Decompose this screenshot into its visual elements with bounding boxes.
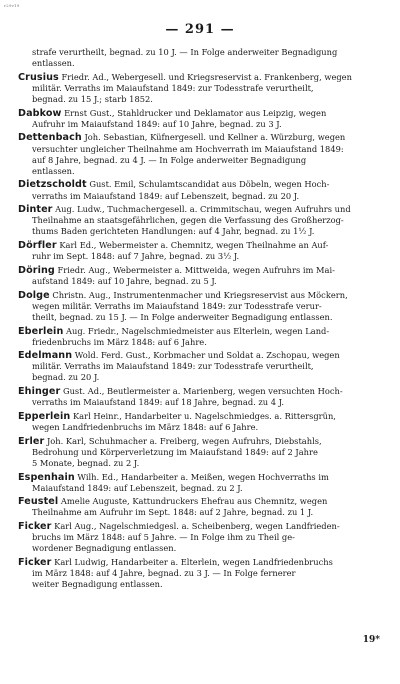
- entry-line: [18, 204, 382, 215]
- entry-line: [18, 483, 382, 494]
- entry-line: [18, 265, 382, 276]
- entry-text: versuchter ungleicher Theilnahme am Hochverrath im Maiaufstand 1849:: [32, 143, 344, 154]
- entry-text: Karl Ludwig, Handarbeiter a. Elterlein, wegen Landfriedenbruchs: [51, 557, 333, 568]
- entry-surname: Dolge: [18, 289, 50, 301]
- entry-text: verraths im Maiaufstand 1849: auf 18 Jahre, begnad. zu 4 J.: [32, 397, 284, 408]
- entry-line: [18, 301, 382, 312]
- entry-item: [18, 265, 382, 287]
- entry-item: [18, 326, 382, 348]
- entry-text: Christn. Aug., Instrumentenmacher und Kriegsreservist aus Möckern,: [49, 289, 348, 300]
- entry-line: [18, 350, 382, 361]
- entry-item: [18, 386, 382, 408]
- entry-item: [18, 179, 382, 201]
- entry-line: [18, 119, 382, 130]
- entry-line: [18, 386, 382, 397]
- entry-line: [18, 155, 382, 166]
- entry-text: wegen Landfriedenbruchs im März 1848: auf 6 Jahre.: [32, 422, 259, 433]
- entry-item: [18, 290, 382, 323]
- entry-line: [18, 72, 382, 83]
- entry-item: [18, 47, 382, 69]
- entry-text: Aufruhr im Maiaufstand 1849: auf 10 Jahre, begnad. zu 3 J.: [32, 118, 282, 129]
- entry-surname: Erler: [18, 435, 45, 447]
- entry-line: [18, 312, 382, 323]
- entry-text: entlassen.: [32, 58, 75, 69]
- entry-item: [18, 108, 382, 130]
- entry-text: ruhr im Sept. 1848: auf 7 Jahre, begnad. zu 3½ J.: [32, 251, 240, 262]
- entry-text: bruchs im März 1848: auf 5 Jahre. — In Folge ihm zu Theil ge-: [32, 532, 295, 543]
- entry-surname: Feustel: [18, 496, 59, 508]
- entry-text: militär. Verraths im Maiaufstand 1849: zur Todesstrafe verurtheilt,: [32, 361, 314, 372]
- entry-line: [18, 47, 382, 58]
- entry-item: [18, 521, 382, 554]
- entry-surname: Dörfler: [18, 240, 57, 252]
- entry-line: [18, 132, 382, 143]
- entry-text: Wilh. Ed., Handarbeiter a. Meißen, wegen Hochverraths im: [74, 471, 329, 482]
- entry-text: friedenbruchs im März 1848: auf 6 Jahre.: [32, 336, 207, 347]
- entry-text: auf 8 Jahre, begnad. zu 4 J. — In Folge anderweiter Begnadigung: [32, 154, 307, 165]
- entry-line: [18, 226, 382, 237]
- entry-text: weiter Begnadigung entlassen.: [32, 579, 163, 590]
- entry-line: [18, 191, 382, 202]
- entry-item: [18, 436, 382, 469]
- entry-surname: Edelmann: [18, 350, 73, 362]
- scan-reference-mark: r29v19: [4, 3, 20, 8]
- entry-surname: Ehinger: [18, 386, 61, 398]
- entry-line: [18, 179, 382, 190]
- entry-surname: Eberlein: [18, 325, 64, 337]
- entry-text: 5 Monate, begnad. zu 2 J.: [32, 457, 140, 468]
- entry-text: wegen militär. Verraths im Maiaufstand 1849: zur Todesstrafe verur-: [32, 300, 322, 311]
- entry-line: [18, 436, 382, 447]
- entry-item: [18, 411, 382, 433]
- entry-line: [18, 447, 382, 458]
- entry-item: [18, 132, 382, 176]
- entry-text: Karl Aug., Nagelschmiedgesl. a. Scheibenberg, wegen Landfrieden-: [51, 521, 340, 532]
- entry-line: [18, 276, 382, 287]
- entry-line: [18, 372, 382, 383]
- entry-text: begnad. zu 15 J.; starb 1852.: [32, 93, 153, 104]
- entry-text: begnad. zu 20 J.: [32, 372, 100, 383]
- entry-text: Bedrohung und Körperverletzung im Maiaufstand 1849: auf 2 Jahre: [32, 446, 318, 457]
- entry-surname: Espenhain: [18, 471, 75, 483]
- entry-line: [18, 496, 382, 507]
- entry-line: [18, 94, 382, 105]
- entry-line: [18, 240, 382, 251]
- entry-text: entlassen.: [32, 165, 75, 176]
- entry-line: [18, 144, 382, 155]
- entry-surname: Dabkow: [18, 107, 62, 119]
- entry-text: aufstand 1849: auf 10 Jahre, begnad. zu 5 J.: [32, 275, 217, 286]
- entry-item: [18, 557, 382, 590]
- entry-line: [18, 532, 382, 543]
- entry-line: [18, 108, 382, 119]
- entry-line: [18, 422, 382, 433]
- entry-line: [18, 472, 382, 483]
- entry-line: [18, 521, 382, 532]
- entry-text: Karl Heinr., Handarbeiter u. Nagelschmiedges. a. Rittersgrün,: [70, 410, 336, 421]
- entry-surname: Ficker: [18, 521, 52, 533]
- entry-text: Theilnahme an staatsgefährlichen, gegen die Verfassung des Großherzog-: [32, 215, 344, 226]
- entry-text: Aug. Ludw., Tuchmachergesell. a. Crimmitschau, wegen Aufruhrs und: [52, 204, 351, 215]
- document-page: [18, 22, 382, 593]
- entry-surname: Epperlein: [18, 410, 71, 422]
- entry-line: [18, 337, 382, 348]
- entry-text: Amelie Auguste, Kattundruckers Ehefrau aus Chemnitz, wegen: [58, 496, 328, 507]
- entry-text: Friedr. Ad., Webergesell. und Kriegsreservist a. Frankenberg, wegen: [58, 71, 352, 82]
- entry-text: Aug. Friedr., Nagelschmiedmeister aus Elterlein, wegen Land-: [63, 325, 330, 336]
- entry-item: [18, 204, 382, 237]
- entry-surname: Dettenbach: [18, 132, 82, 144]
- entry-line: [18, 361, 382, 372]
- entry-text: Karl Ed., Webermeister a. Chemnitz, wegen Theilnahme an Auf-: [56, 240, 329, 251]
- entry-text: im März 1848: auf 4 Jahre, begnad. zu 3 J. — In Folge fernerer: [32, 568, 296, 579]
- entry-surname: Crusius: [18, 71, 59, 83]
- entry-line: [18, 458, 382, 469]
- entry-text: Joh. Karl, Schuhmacher a. Freiberg, wegen Aufruhrs, Diebstahls,: [44, 435, 322, 446]
- entry-text: wordener Begnadigung entlassen.: [32, 543, 177, 554]
- entry-text: militär. Verraths im Maiaufstand 1849: zur Todesstrafe verurtheilt,: [32, 82, 314, 93]
- entry-text: Wold. Ferd. Gust., Korbmacher und Soldat a. Zschopau, wegen: [72, 350, 340, 361]
- entry-item: [18, 472, 382, 494]
- entry-line: [18, 326, 382, 337]
- entry-line: [18, 507, 382, 518]
- entry-line: [18, 83, 382, 94]
- entry-text: Joh. Sebastian, Küfnergesell. und Kellner a. Würzburg, wegen: [81, 132, 346, 143]
- page-number: — 291 —: [165, 22, 235, 37]
- entry-text: Gust. Ad., Beutlermeister a. Marienberg, wegen versuchten Hoch-: [60, 386, 343, 397]
- entry-line: [18, 215, 382, 226]
- entry-item: [18, 240, 382, 262]
- entry-line: [18, 58, 382, 69]
- entry-surname: Döring: [18, 264, 55, 276]
- entry-list: [18, 47, 382, 590]
- entry-text: verraths im Maiaufstand 1849: auf Lebenszeit, begnad. zu 20 J.: [32, 190, 300, 201]
- entry-line: [18, 251, 382, 262]
- entry-line: [18, 543, 382, 554]
- entry-line: [18, 579, 382, 590]
- entry-text: thums Baden gerichteten Handlungen: auf 4 Jahr, begnad. zu 1½ J.: [32, 226, 315, 237]
- entry-text: Maiaufstand 1849: auf Lebenszeit, begnad. zu 2 J.: [32, 482, 243, 493]
- entry-item: [18, 72, 382, 105]
- entry-text: Ernst Gust., Stahldrucker und Deklamator aus Leipzig, wegen: [61, 107, 327, 118]
- entry-item: [18, 496, 382, 518]
- entry-text: strafe verurtheilt, begnad. zu 10 J. — In Folge anderweiter Begnadigung: [32, 47, 338, 57]
- entry-line: [18, 397, 382, 408]
- entry-line: [18, 166, 382, 177]
- entry-line: [18, 411, 382, 422]
- printer-signature: 19*: [362, 635, 380, 645]
- entry-line: [18, 290, 382, 301]
- entry-text: theilt, begnad. zu 15 J. — In Folge anderweiter Begnadigung entlassen.: [32, 311, 333, 322]
- entry-surname: Dietzscholdt: [18, 179, 87, 191]
- entry-surname: Ficker: [18, 557, 52, 569]
- entry-text: Theilnahme am Aufruhr im Sept. 1848: auf 2 Jahre, begnad. zu 1 J.: [32, 507, 314, 518]
- entry-surname: Dinter: [18, 204, 53, 216]
- entry-line: [18, 557, 382, 568]
- entry-item: [18, 350, 382, 383]
- entry-text: Gust. Emil, Schulamtscandidat aus Döbeln, wegen Hoch-: [86, 179, 330, 190]
- entry-line: [18, 568, 382, 579]
- entry-text: Friedr. Aug., Webermeister a. Mittweida, wegen Aufruhrs im Mai-: [54, 264, 335, 275]
